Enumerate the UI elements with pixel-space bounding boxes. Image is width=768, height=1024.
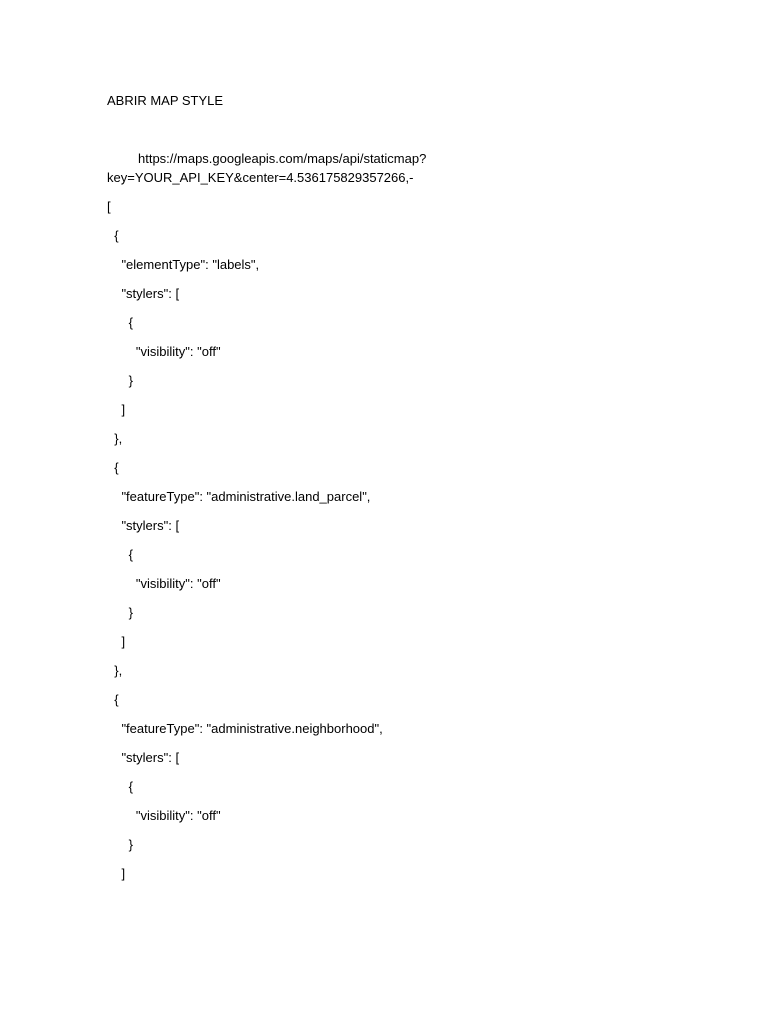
code-line: "featureType": "administrative.neighborhood", — [107, 721, 383, 736]
document-title: ABRIR MAP STYLE — [107, 93, 224, 108]
url-line-1: https://maps.googleapis.com/maps/api/staticmap? — [138, 151, 427, 166]
code-line: { — [107, 779, 134, 794]
code-line: { — [107, 228, 119, 243]
code-line: ] — [107, 866, 126, 881]
code-line: "visibility": "off" — [107, 808, 221, 823]
url-line-2: key=YOUR_API_KEY&center=4.536175829357266,- — [107, 170, 414, 185]
code-line: "featureType": "administrative.land_parcel", — [107, 489, 371, 504]
code-line: } — [107, 605, 134, 620]
code-line: { — [107, 460, 119, 475]
code-line: "visibility": "off" — [107, 576, 221, 591]
code-line: } — [107, 373, 134, 388]
code-line: { — [107, 315, 134, 330]
code-line: "visibility": "off" — [107, 344, 221, 359]
code-line: ] — [107, 634, 126, 649]
code-line: "stylers": [ — [107, 750, 180, 765]
code-line: "stylers": [ — [107, 286, 180, 301]
code-line: "stylers": [ — [107, 518, 180, 533]
code-line: "elementType": "labels", — [107, 257, 260, 272]
code-line: [ — [107, 199, 111, 214]
code-line: { — [107, 692, 119, 707]
code-line: { — [107, 547, 134, 562]
code-line: ] — [107, 402, 126, 417]
code-line: }, — [107, 663, 123, 678]
code-line: } — [107, 837, 134, 852]
code-line: }, — [107, 431, 123, 446]
